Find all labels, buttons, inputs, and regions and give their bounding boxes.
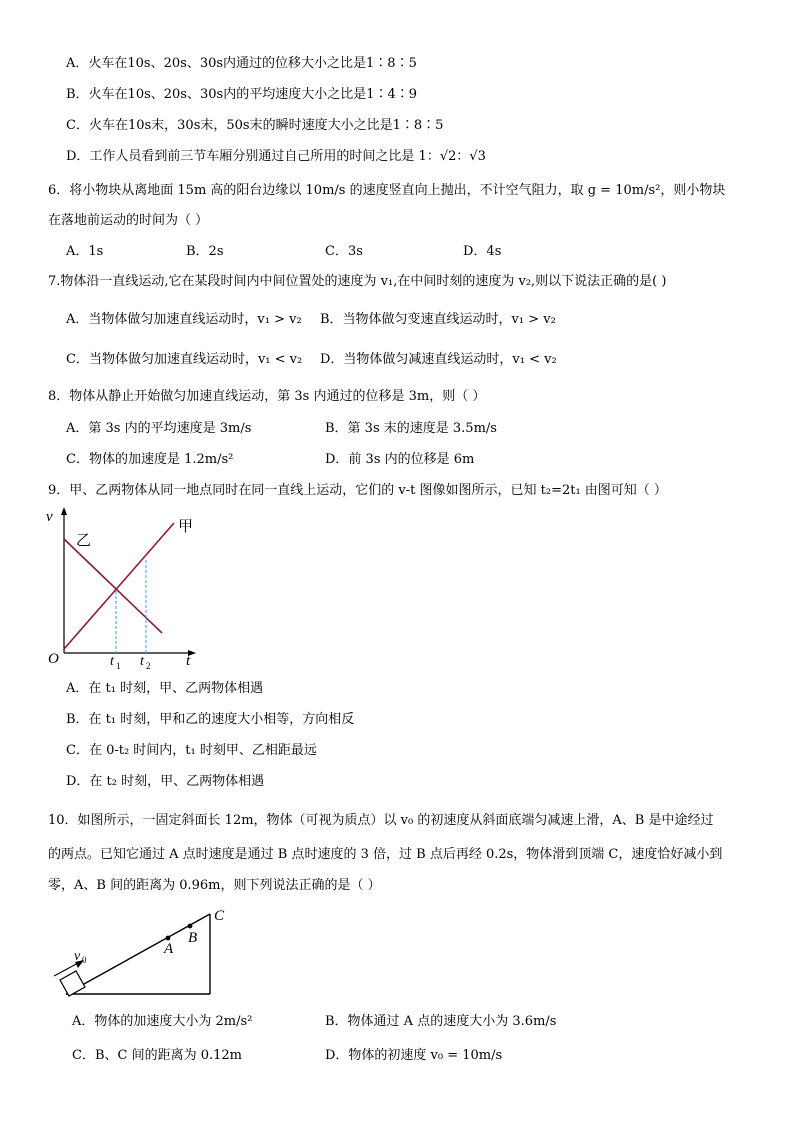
q8-option-a: A．第 3s 内的平均速度是 3m/s [66, 421, 252, 436]
q9-option-c: C．在 0-t₂ 时间内，t₁ 时刻甲、乙相距最远 [66, 743, 317, 758]
origin-label: O [48, 651, 59, 667]
t1-label: t [110, 654, 114, 669]
q5-option-b: B．火车在10s、20s、30s内的平均速度大小之比是1∶4∶9 [66, 87, 418, 102]
q9-vt-graph [40, 505, 210, 675]
q10-option-b: B．物体通过 A 点的速度大小为 3.6m/s [325, 1014, 557, 1029]
q6-option-b: B．2s [186, 244, 224, 259]
v-axis-arrow [61, 507, 67, 515]
q6-stem-line1: 6．将小物块从离地面 15m 高的阳台边缘以 10m/s 的速度竖直向上抛出，不计空气阻力，取 g = 10m/s²，则小物块 [48, 183, 726, 198]
q8-stem: 8．物体从静止开始做匀加速直线运动，第 3s 内通过的位移是 3m，则（ ） [48, 389, 486, 404]
v-axis-label: v [46, 509, 53, 525]
q9-option-a: A．在 t₁ 时刻，甲、乙两物体相遇 [66, 681, 264, 696]
q5-option-c: C．火车在10s末，30s末，50s末的瞬时速度大小之比是1∶8∶5 [66, 118, 444, 133]
q7-option-c: C．当物体做匀加速直线运动时，v₁ < v₂ [66, 352, 303, 367]
q10-stem-line2: 的两点。已知它通过 A 点时速度是通过 B 点时速度的 3 倍，过 B 点后再经 0.2s，物体滑到顶端 C，速度恰好减小到 [48, 847, 723, 862]
label-jia: 甲 [178, 519, 194, 535]
t1-subscript: 1 [116, 661, 121, 671]
q9-option-d: D．在 t₂ 时刻，甲、乙两物体相遇 [66, 774, 265, 789]
q6-stem-line2: 在落地前运动的时间为（ ） [48, 213, 209, 228]
label-a: A [164, 941, 174, 957]
q10-option-d: D．物体的初速度 v₀ = 10m/s [325, 1048, 503, 1063]
q8-option-c: C．物体的加速度是 1.2m/s² [66, 452, 234, 467]
q8-option-b: B．第 3s 末的速度是 3.5m/s [325, 421, 497, 436]
q9-option-b: B．在 t₁ 时刻，甲和乙的速度大小相等，方向相反 [66, 712, 355, 727]
q6-option-c: C．3s [325, 244, 363, 259]
q5-option-a: A．火车在10s、20s、30s内通过的位移大小之比是1∶8∶5 [66, 56, 417, 71]
t2-label: t [140, 654, 144, 669]
q6-option-a: A．1s [66, 244, 104, 259]
q7-option-b: B．当物体做匀变速直线运动时，v₁ > v₂ [320, 312, 556, 327]
q5-option-d: D．工作人员看到前三节车厢分别通过自己所用的时间之比是 1：√2：√3 [66, 149, 486, 164]
q8-option-d: D．前 3s 内的位移是 6m [325, 452, 475, 467]
q10-option-a: A．物体的加速度大小为 2m/s² [72, 1014, 253, 1029]
point-b [188, 924, 193, 929]
q6-option-d: D．4s [463, 244, 502, 259]
q10-incline-figure [44, 902, 244, 1002]
label-c: C [214, 908, 225, 924]
t2-subscript: 2 [146, 661, 151, 671]
q10-option-c: C．B、C 间的距离为 0.12m [72, 1048, 242, 1063]
v0-label: v [74, 949, 81, 964]
t-axis-label: t [186, 653, 191, 669]
point-a [166, 936, 171, 941]
q7-option-a: A．当物体做匀加速直线运动时，v₁ > v₂ [66, 312, 302, 327]
q7-stem: 7.物体沿一直线运动,它在某段时间内中间位置处的速度为 v₁,在中间时刻的速度为 v₂,则以下说法正确的是( ) [48, 274, 667, 289]
label-yi: 乙 [76, 533, 92, 549]
q10-stem-line3: 零，A、B 间的距离为 0.96m，则下列说法正确的是（ ） [48, 878, 381, 893]
q9-stem: 9．甲、乙两物体从同一地点同时在同一直线上运动，它们的 v-t 图像如图所示，已知 t₂=2t₁ 由图可知（ ） [48, 483, 667, 498]
q7-option-d: D．当物体做匀减速直线运动时，v₁ < v₂ [320, 352, 557, 367]
label-b: B [188, 930, 198, 946]
block [60, 971, 85, 996]
v0-subscript: 0 [82, 955, 87, 965]
q10-stem-line1: 10．如图所示，一固定斜面长 12m，物体（可视为质点）以 v₀ 的初速度从斜面底端匀减速上滑，A、B 是中途经过 [48, 813, 714, 828]
